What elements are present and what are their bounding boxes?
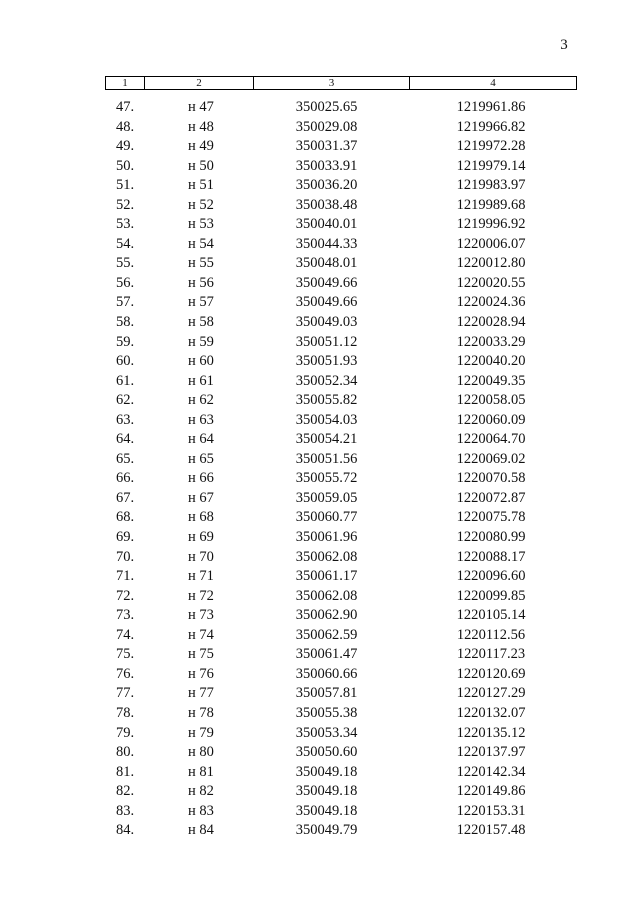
y-coordinate: 1220033.29	[456, 333, 526, 350]
row-number: 73.	[115, 607, 135, 624]
row-number: 57.	[115, 294, 135, 311]
table-row	[105, 684, 572, 704]
y-coordinate: 1220135.12	[456, 724, 526, 741]
row-number: 69.	[115, 529, 135, 546]
x-coordinate: 350049.18	[295, 783, 358, 800]
row-number: 75.	[115, 646, 135, 663]
row-number: 82.	[115, 783, 135, 800]
point-label: н 80	[188, 744, 214, 761]
y-coordinate: 1220080.99	[456, 529, 526, 546]
x-coordinate: 350052.34	[295, 372, 358, 389]
y-coordinate: 1219979.14	[456, 157, 526, 174]
point-label: н 57	[188, 294, 214, 311]
y-coordinate: 1220099.85	[456, 587, 526, 604]
row-number: 52.	[115, 196, 135, 213]
row-number: 66.	[115, 470, 135, 487]
table-row	[105, 235, 572, 255]
point-label: н 79	[188, 724, 214, 741]
point-label: н 63	[188, 411, 214, 428]
point-label: н 47	[188, 99, 214, 115]
table-row	[105, 430, 572, 450]
point-label: н 60	[188, 353, 214, 370]
y-coordinate: 1220142.34	[456, 763, 526, 780]
row-number: 83.	[115, 802, 135, 819]
x-coordinate: 350049.18	[295, 763, 358, 780]
point-label: н 72	[188, 587, 214, 604]
x-coordinate: 350062.59	[295, 626, 358, 643]
table-row	[105, 98, 572, 118]
table-row	[105, 274, 572, 294]
x-coordinate: 350033.91	[295, 157, 358, 174]
y-coordinate: 1220040.20	[456, 353, 526, 370]
row-number: 84.	[115, 822, 135, 839]
table-row	[105, 372, 572, 392]
row-number: 62.	[115, 392, 135, 409]
row-number: 59.	[115, 333, 135, 350]
x-coordinate: 350053.34	[295, 724, 358, 741]
x-coordinate: 350049.79	[295, 822, 358, 839]
row-number: 72.	[115, 587, 135, 604]
table-row	[105, 606, 572, 626]
y-coordinate: 1220020.55	[456, 274, 526, 291]
table-row	[105, 665, 572, 685]
row-number: 67.	[115, 489, 135, 506]
y-coordinate: 1220127.29	[456, 685, 526, 702]
page-number: 3	[560, 37, 568, 53]
row-number: 68.	[115, 509, 135, 526]
x-coordinate: 350050.60	[295, 744, 358, 761]
y-coordinate: 1220064.70	[456, 431, 526, 448]
y-coordinate: 1220060.09	[456, 411, 526, 428]
x-coordinate: 350061.17	[295, 568, 358, 585]
y-coordinate: 1219989.68	[456, 196, 526, 213]
table-row	[105, 333, 572, 353]
row-number: 50.	[115, 157, 135, 174]
point-label: н 70	[188, 548, 214, 565]
table-row	[105, 528, 572, 548]
row-number: 64.	[115, 431, 135, 448]
y-coordinate: 1219966.82	[456, 118, 526, 135]
x-coordinate: 350051.93	[295, 353, 358, 370]
row-number: 49.	[115, 138, 135, 155]
point-label: н 64	[188, 431, 214, 448]
x-coordinate: 350057.81	[295, 685, 358, 702]
x-coordinate: 350049.66	[295, 274, 358, 291]
row-number: 53.	[115, 216, 135, 233]
row-number: 77.	[115, 685, 135, 702]
table-row	[105, 450, 572, 470]
point-label: н 48	[188, 118, 214, 135]
y-coordinate: 1220069.02	[456, 450, 526, 467]
y-coordinate: 1220028.94	[456, 314, 526, 331]
point-label: н 73	[188, 607, 214, 624]
point-label: н 82	[188, 783, 214, 800]
x-coordinate: 350051.56	[295, 450, 358, 467]
y-coordinate: 1220132.07	[456, 704, 526, 721]
point-label: н 69	[188, 529, 214, 546]
x-coordinate: 350051.12	[295, 333, 358, 350]
y-coordinate: 1220070.58	[456, 470, 526, 487]
row-number: 71.	[115, 568, 135, 585]
table-row	[105, 567, 572, 587]
table-row	[105, 489, 572, 509]
point-label: н 51	[188, 177, 214, 194]
column-header-3: 3	[254, 77, 410, 90]
point-label: н 56	[188, 274, 214, 291]
point-label: н 50	[188, 157, 214, 174]
row-number: 51.	[115, 177, 135, 194]
table-row	[105, 724, 572, 744]
point-label: н 52	[188, 196, 214, 213]
y-coordinate: 1220096.60	[456, 568, 526, 585]
table-row	[105, 645, 572, 665]
column-header-2: 2	[145, 77, 254, 90]
y-coordinate: 1220072.87	[456, 489, 526, 506]
row-number: 80.	[115, 744, 135, 761]
table-row	[105, 587, 572, 607]
x-coordinate: 350054.03	[295, 411, 358, 428]
y-coordinate: 1220024.36	[456, 294, 526, 311]
x-coordinate: 350059.05	[295, 489, 358, 506]
y-coordinate: 1220088.17	[456, 548, 526, 565]
x-coordinate: 350054.21	[295, 431, 358, 448]
table-row	[105, 508, 572, 528]
point-label: н 76	[188, 665, 214, 682]
x-coordinate: 350049.03	[295, 314, 358, 331]
y-coordinate: 1220153.31	[456, 802, 526, 819]
point-label: н 61	[188, 372, 214, 389]
row-number: 81.	[115, 763, 135, 780]
x-coordinate: 350025.65	[295, 99, 358, 115]
x-coordinate: 350029.08	[295, 118, 358, 135]
point-label: н 53	[188, 216, 214, 233]
point-label: н 71	[188, 568, 214, 585]
x-coordinate: 350055.38	[295, 704, 358, 721]
x-coordinate: 350049.18	[295, 802, 358, 819]
y-coordinate: 1220049.35	[456, 372, 526, 389]
coordinates-list	[105, 98, 572, 841]
table-row	[105, 254, 572, 274]
x-coordinate: 350049.66	[295, 294, 358, 311]
x-coordinate: 350062.08	[295, 587, 358, 604]
row-number: 78.	[115, 704, 135, 721]
y-coordinate: 1220012.80	[456, 255, 526, 272]
row-number: 63.	[115, 411, 135, 428]
table-row	[105, 763, 572, 783]
row-number: 56.	[115, 274, 135, 291]
table-row	[105, 782, 572, 802]
y-coordinate: 1220157.48	[456, 822, 526, 839]
y-coordinate: 1220149.86	[456, 783, 526, 800]
x-coordinate: 350055.82	[295, 392, 358, 409]
point-label: н 49	[188, 138, 214, 155]
table-row	[105, 626, 572, 646]
x-coordinate: 350044.33	[295, 235, 358, 252]
row-number: 58.	[115, 314, 135, 331]
point-label: н 66	[188, 470, 214, 487]
row-number: 54.	[115, 235, 135, 252]
point-label: н 62	[188, 392, 214, 409]
point-label: н 81	[188, 763, 214, 780]
x-coordinate: 350062.08	[295, 548, 358, 565]
row-number: 60.	[115, 353, 135, 370]
column-header-table	[105, 76, 577, 90]
row-number: 76.	[115, 665, 135, 682]
x-coordinate: 350031.37	[295, 138, 358, 155]
point-label: н 75	[188, 646, 214, 663]
row-number: 48.	[115, 118, 135, 135]
column-header-4: 4	[410, 77, 577, 90]
y-coordinate: 1220137.97	[456, 744, 526, 761]
y-coordinate: 1220112.56	[456, 626, 526, 643]
row-number: 55.	[115, 255, 135, 272]
y-coordinate: 1220075.78	[456, 509, 526, 526]
point-label: н 74	[188, 626, 214, 643]
point-label: н 77	[188, 685, 214, 702]
row-number: 65.	[115, 450, 135, 467]
x-coordinate: 350036.20	[295, 177, 358, 194]
column-header-row	[106, 77, 577, 90]
x-coordinate: 350040.01	[295, 216, 358, 233]
point-label: н 65	[188, 450, 214, 467]
table-row	[105, 743, 572, 763]
x-coordinate: 350048.01	[295, 255, 358, 272]
y-coordinate: 1220117.23	[456, 646, 526, 663]
point-label: н 84	[188, 822, 214, 839]
point-label: н 54	[188, 235, 214, 252]
x-coordinate: 350062.90	[295, 607, 358, 624]
table-row	[105, 176, 572, 196]
x-coordinate: 350060.66	[295, 665, 358, 682]
y-coordinate: 1219961.86	[456, 99, 526, 115]
table-row	[105, 157, 572, 177]
column-header-1: 1	[106, 77, 145, 90]
x-coordinate: 350061.47	[295, 646, 358, 663]
table-row	[105, 137, 572, 157]
table-row	[105, 704, 572, 724]
row-number: 79.	[115, 724, 135, 741]
point-label: н 59	[188, 333, 214, 350]
table-row	[105, 411, 572, 431]
table-row	[105, 802, 572, 822]
y-coordinate: 1219972.28	[456, 138, 526, 155]
table-row	[105, 215, 572, 235]
row-number: 61.	[115, 372, 135, 389]
y-coordinate: 1220006.07	[456, 235, 526, 252]
table-row	[105, 469, 572, 489]
table-row	[105, 352, 572, 372]
point-label: н 83	[188, 802, 214, 819]
point-label: н 55	[188, 255, 214, 272]
point-label: н 58	[188, 314, 214, 331]
table-row	[105, 196, 572, 216]
point-label: н 67	[188, 489, 214, 506]
point-label: н 78	[188, 704, 214, 721]
x-coordinate: 350055.72	[295, 470, 358, 487]
y-coordinate: 1220120.69	[456, 665, 526, 682]
table-row	[105, 391, 572, 411]
y-coordinate: 1219996.92	[456, 216, 526, 233]
point-label: н 68	[188, 509, 214, 526]
y-coordinate: 1220058.05	[456, 392, 526, 409]
x-coordinate: 350061.96	[295, 529, 358, 546]
row-number: 70.	[115, 548, 135, 565]
y-coordinate: 1220105.14	[456, 607, 526, 624]
table-row	[105, 118, 572, 138]
x-coordinate: 350060.77	[295, 509, 358, 526]
table-row	[105, 548, 572, 568]
table-row	[105, 293, 572, 313]
table-row	[105, 821, 572, 841]
table-row	[105, 313, 572, 333]
x-coordinate: 350038.48	[295, 196, 358, 213]
row-number: 47.	[115, 99, 135, 115]
row-number: 74.	[115, 626, 135, 643]
y-coordinate: 1219983.97	[456, 177, 526, 194]
